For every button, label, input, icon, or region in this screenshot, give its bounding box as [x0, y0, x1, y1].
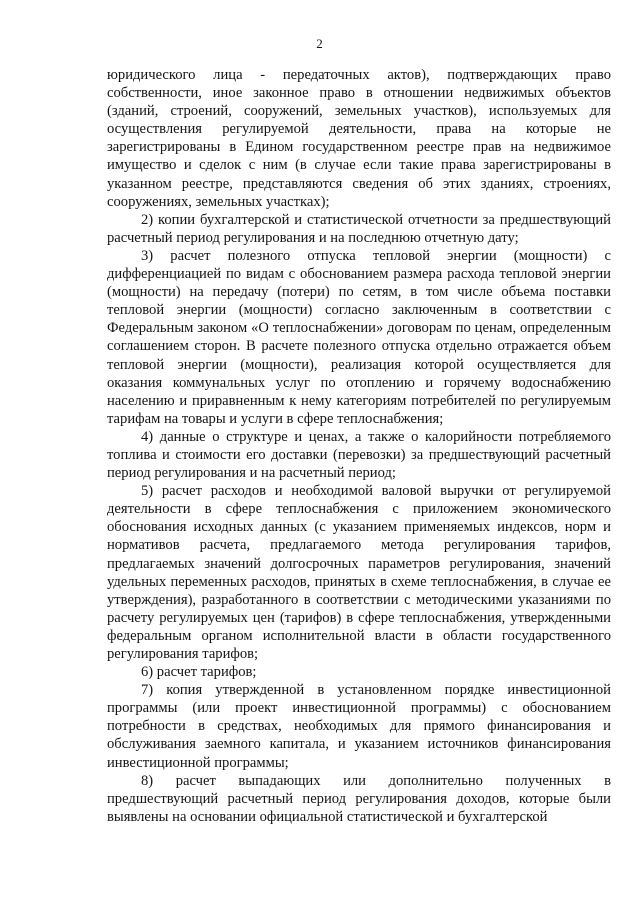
paragraph-item-3: 3) расчет полезного отпуска тепловой энергии (мощности) с дифференциацией по видам с обоснованием размера расхода тепловой энергии (мощности) на передачу (потери) по сетям, в том числе объема поставки тепловой энергии (мощности) согласно заключенным в соответствии с Федеральным законом «О теплоснабжении» договорам по ценам, определенным соглашением сторон. В расчете полезного отпуска отдельно отражается объем тепловой энергии (мощности), реализация которой осуществляется для оказания коммунальных услуг по отоплению и горячему водоснабжению населению и приравненным к нему категориям потребителей по регулируемым тарифам на товары и услуги в сфере теплоснабжения; — [107, 247, 611, 427]
paragraph-item-7: 7) копия утвержденной в установленном порядке инвестиционной программы (или проект инвестиционной программы) с обоснованием потребности в средствах, необходимых для прямого финансирования и обслуживания заемного капитала, и указанием источников финансирования инвестиционной программы; — [107, 682, 611, 771]
page-number: 2 — [316, 36, 323, 51]
paragraph-item-5: 5) расчет расходов и необходимой валовой выручки от регулируемой деятельности в сфере теплоснабжения с приложением экономического обоснования исходных данных (с указанием применяемых индексов, норм и нормативов расчета, предлагаемого метода регулирования тарифов, предлагаемых значений долгосрочных параметров регулирования, значений удельных переменных расходов, принятых в схеме теплоснабжения, в случае ее утверждения), разработанного в соответствии с методическими указаниями по расчету регулируемых цен (тарифов) в сфере теплоснабжения, утвержденными федеральным органом исполнительной власти в области государственного регулирования тарифов; — [107, 483, 611, 662]
document-body — [107, 66, 611, 826]
paragraph-item-8: 8) расчет выпадающих или дополнительно полученных в предшествующий расчетный период регулирования доходов, которые были выявлены на основании официальной статистической и бухгалтерской — [107, 772, 611, 825]
paragraph-item-4: 4) данные о структуре и ценах, а также о калорийности потребляемого топлива и стоимости его доставки (перевозки) за предшествующий расчетный период регулирования и на расчетный период; — [107, 428, 611, 482]
paragraph-item-6: 6) расчет тарифов; — [141, 664, 257, 681]
paragraph-item-2: 2) копии бухгалтерской и статистической отчетности за предшествующий расчетный период регулирования и на последнюю отчетную дату; — [107, 211, 611, 246]
paragraph-continuation: юридического лица - передаточных актов), подтверждающих право собственности, иное законное право в отношении недвижимых объектов (зданий, строений, сооружений, земельных участков), используемых для осуществления регулируемой деятельности, права на которые не зарегистрированы в Едином государственном реестре прав на недвижимое имущество и сделок с ним (в случае если такие права зарегистрированы в указанном реестре, представляются сведения об этих зданиях, строениях, сооружениях, земельных участках); — [107, 67, 611, 210]
